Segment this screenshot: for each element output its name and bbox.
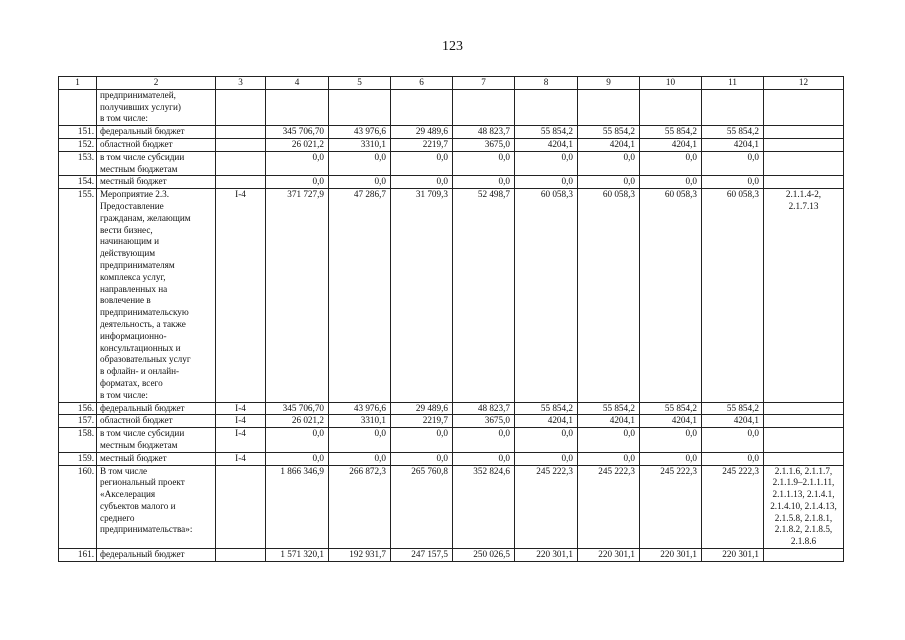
- description-cell: В том числе региональный проект «Акселерация субъектов малого и среднего предпринимательства»:: [97, 465, 216, 549]
- total-cell: [266, 89, 329, 125]
- table-row: [59, 402, 844, 415]
- row-number-cell: 155.: [59, 189, 97, 402]
- year-value-cell: 55 854,2: [640, 402, 702, 415]
- task-code-cell: [764, 402, 844, 415]
- description-cell: федеральный бюджет: [97, 402, 216, 415]
- indicator-cell: [216, 176, 266, 189]
- total-cell: 0,0: [266, 176, 329, 189]
- table-row: [59, 89, 844, 125]
- year-value-cell: 0,0: [515, 176, 578, 189]
- year-value-cell: 4204,1: [578, 415, 640, 428]
- year-value-cell: 266 872,3: [329, 465, 391, 549]
- task-code-cell: [764, 415, 844, 428]
- description-cell: областной бюджет: [97, 138, 216, 151]
- year-value-cell: 0,0: [515, 452, 578, 465]
- description-cell: Мероприятие 2.3. Предоставление гражданам, желающим вести бизнес, начинающим и действующим предпринимателям комплекса услуг, направленных на вовлечение в предпринимательскую деятельность, а также информационно- консультационных и образовательных услуг в офлайн- и онлайн- форматах, всего в том числе:: [97, 189, 216, 402]
- year-value-cell: 0,0: [702, 176, 764, 189]
- year-value-cell: 0,0: [640, 452, 702, 465]
- row-number-cell: 154.: [59, 176, 97, 189]
- total-cell: 345 706,70: [266, 126, 329, 139]
- year-value-cell: 48 823,7: [453, 402, 515, 415]
- indicator-cell: I-4: [216, 428, 266, 453]
- year-value-cell: 3310,1: [329, 415, 391, 428]
- year-value-cell: 0,0: [391, 151, 453, 176]
- indicator-cell: [216, 465, 266, 549]
- indicator-cell: [216, 549, 266, 562]
- year-value-cell: 55 854,2: [640, 126, 702, 139]
- task-code-cell: [764, 452, 844, 465]
- total-cell: 0,0: [266, 452, 329, 465]
- year-value-cell: 52 498,7: [453, 189, 515, 402]
- description-cell: федеральный бюджет: [97, 549, 216, 562]
- row-number-cell: 156.: [59, 402, 97, 415]
- year-value-cell: 247 157,5: [391, 549, 453, 562]
- year-value-cell: 4204,1: [515, 138, 578, 151]
- task-code-cell: [764, 428, 844, 453]
- year-value-cell: [329, 89, 391, 125]
- task-code-cell: [764, 151, 844, 176]
- task-code-cell: [764, 126, 844, 139]
- table-row: [59, 415, 844, 428]
- year-value-cell: 4204,1: [515, 415, 578, 428]
- header-cell: 7: [453, 77, 515, 90]
- task-code-cell: [764, 549, 844, 562]
- header-cell: 5: [329, 77, 391, 90]
- indicator-cell: I-4: [216, 402, 266, 415]
- year-value-cell: 60 058,3: [515, 189, 578, 402]
- year-value-cell: 55 854,2: [702, 126, 764, 139]
- table-row: [59, 151, 844, 176]
- year-value-cell: 4204,1: [578, 138, 640, 151]
- year-value-cell: 0,0: [391, 428, 453, 453]
- indicator-cell: [216, 151, 266, 176]
- year-value-cell: 4204,1: [702, 415, 764, 428]
- year-value-cell: 55 854,2: [578, 402, 640, 415]
- year-value-cell: 0,0: [578, 428, 640, 453]
- header-cell: 2: [97, 77, 216, 90]
- description-cell: в том числе субсидии местным бюджетам: [97, 428, 216, 453]
- header-cell: 3: [216, 77, 266, 90]
- year-value-cell: 245 222,3: [702, 465, 764, 549]
- description-cell: в том числе субсидии местным бюджетам: [97, 151, 216, 176]
- header-cell: 4: [266, 77, 329, 90]
- year-value-cell: 60 058,3: [640, 189, 702, 402]
- year-value-cell: 3675,0: [453, 415, 515, 428]
- table-row: [59, 176, 844, 189]
- year-value-cell: [515, 89, 578, 125]
- year-value-cell: 0,0: [702, 428, 764, 453]
- year-value-cell: 250 026,5: [453, 549, 515, 562]
- table-row: [59, 189, 844, 402]
- total-cell: 1 866 346,9: [266, 465, 329, 549]
- year-value-cell: 31 709,3: [391, 189, 453, 402]
- header-cell: 10: [640, 77, 702, 90]
- row-number-cell: 153.: [59, 151, 97, 176]
- year-value-cell: 0,0: [329, 452, 391, 465]
- year-value-cell: 0,0: [329, 151, 391, 176]
- year-value-cell: 4204,1: [640, 138, 702, 151]
- year-value-cell: [640, 89, 702, 125]
- year-value-cell: 2219,7: [391, 138, 453, 151]
- year-value-cell: 0,0: [453, 452, 515, 465]
- total-cell: 1 571 320,1: [266, 549, 329, 562]
- row-number-cell: 151.: [59, 126, 97, 139]
- total-cell: 0,0: [266, 151, 329, 176]
- year-value-cell: 55 854,2: [515, 402, 578, 415]
- indicator-cell: [216, 126, 266, 139]
- budget-table: [58, 76, 844, 562]
- year-value-cell: [702, 89, 764, 125]
- year-value-cell: [391, 89, 453, 125]
- task-code-cell: 2.1.1.6, 2.1.1.7, 2.1.1.9–2.1.1.11, 2.1.1.13, 2.1.4.1, 2.1.4.10, 2.1.4.13, 2.1.5.8, 2.1.8.1, 2.1.8.2, 2.1.8.5, 2.1.8.6: [764, 465, 844, 549]
- year-value-cell: 43 976,6: [329, 126, 391, 139]
- table-row: [59, 549, 844, 562]
- year-value-cell: 0,0: [640, 176, 702, 189]
- header-cell: 12: [764, 77, 844, 90]
- year-value-cell: 245 222,3: [578, 465, 640, 549]
- description-cell: предпринимателей, получивших услуги) в том числе:: [97, 89, 216, 125]
- year-value-cell: 0,0: [329, 176, 391, 189]
- row-number-cell: 160.: [59, 465, 97, 549]
- year-value-cell: 43 976,6: [329, 402, 391, 415]
- year-value-cell: 0,0: [391, 176, 453, 189]
- description-cell: областной бюджет: [97, 415, 216, 428]
- year-value-cell: 55 854,2: [702, 402, 764, 415]
- year-value-cell: 55 854,2: [578, 126, 640, 139]
- year-value-cell: 265 760,8: [391, 465, 453, 549]
- year-value-cell: 245 222,3: [640, 465, 702, 549]
- year-value-cell: 0,0: [640, 151, 702, 176]
- year-value-cell: 4204,1: [702, 138, 764, 151]
- indicator-cell: I-4: [216, 189, 266, 402]
- page-number: 123: [442, 39, 463, 54]
- total-cell: 345 706,70: [266, 402, 329, 415]
- table-row: [59, 138, 844, 151]
- year-value-cell: 47 286,7: [329, 189, 391, 402]
- row-number-cell: [59, 89, 97, 125]
- year-value-cell: [578, 89, 640, 125]
- indicator-cell: I-4: [216, 452, 266, 465]
- year-value-cell: 0,0: [329, 428, 391, 453]
- year-value-cell: 0,0: [640, 428, 702, 453]
- year-value-cell: 4204,1: [640, 415, 702, 428]
- indicator-cell: [216, 138, 266, 151]
- table-row: [59, 126, 844, 139]
- year-value-cell: 0,0: [515, 151, 578, 176]
- year-value-cell: 3675,0: [453, 138, 515, 151]
- year-value-cell: 0,0: [578, 452, 640, 465]
- row-number-cell: 157.: [59, 415, 97, 428]
- description-cell: федеральный бюджет: [97, 126, 216, 139]
- row-number-cell: 158.: [59, 428, 97, 453]
- year-value-cell: 60 058,3: [702, 189, 764, 402]
- year-value-cell: 48 823,7: [453, 126, 515, 139]
- year-value-cell: 0,0: [515, 428, 578, 453]
- year-value-cell: 220 301,1: [702, 549, 764, 562]
- description-cell: местный бюджет: [97, 452, 216, 465]
- task-code-cell: [764, 138, 844, 151]
- year-value-cell: 60 058,3: [578, 189, 640, 402]
- year-value-cell: 220 301,1: [515, 549, 578, 562]
- year-value-cell: 29 489,6: [391, 126, 453, 139]
- description-cell: местный бюджет: [97, 176, 216, 189]
- task-code-cell: [764, 176, 844, 189]
- year-value-cell: 352 824,6: [453, 465, 515, 549]
- header-cell: 9: [578, 77, 640, 90]
- header-row: [59, 77, 844, 90]
- year-value-cell: 0,0: [453, 151, 515, 176]
- year-value-cell: 0,0: [578, 151, 640, 176]
- table-row: [59, 465, 844, 549]
- year-value-cell: 0,0: [702, 151, 764, 176]
- indicator-cell: I-4: [216, 415, 266, 428]
- year-value-cell: 220 301,1: [640, 549, 702, 562]
- year-value-cell: 245 222,3: [515, 465, 578, 549]
- year-value-cell: 192 931,7: [329, 549, 391, 562]
- total-cell: 371 727,9: [266, 189, 329, 402]
- year-value-cell: [453, 89, 515, 125]
- header-cell: 11: [702, 77, 764, 90]
- year-value-cell: 55 854,2: [515, 126, 578, 139]
- row-number-cell: 161.: [59, 549, 97, 562]
- row-number-cell: 152.: [59, 138, 97, 151]
- task-code-cell: [764, 89, 844, 125]
- table-row: [59, 452, 844, 465]
- year-value-cell: 0,0: [578, 176, 640, 189]
- header-cell: 6: [391, 77, 453, 90]
- year-value-cell: 220 301,1: [578, 549, 640, 562]
- indicator-cell: [216, 89, 266, 125]
- year-value-cell: 29 489,6: [391, 402, 453, 415]
- year-value-cell: 0,0: [391, 452, 453, 465]
- row-number-cell: 159.: [59, 452, 97, 465]
- table-row: [59, 428, 844, 453]
- header-cell: 1: [59, 77, 97, 90]
- total-cell: 26 021,2: [266, 138, 329, 151]
- total-cell: 0,0: [266, 428, 329, 453]
- header-cell: 8: [515, 77, 578, 90]
- year-value-cell: 2219,7: [391, 415, 453, 428]
- total-cell: 26 021,2: [266, 415, 329, 428]
- year-value-cell: 0,0: [453, 428, 515, 453]
- year-value-cell: 3310,1: [329, 138, 391, 151]
- year-value-cell: 0,0: [702, 452, 764, 465]
- task-code-cell: 2.1.1.4-2, 2.1.7.13: [764, 189, 844, 402]
- year-value-cell: 0,0: [453, 176, 515, 189]
